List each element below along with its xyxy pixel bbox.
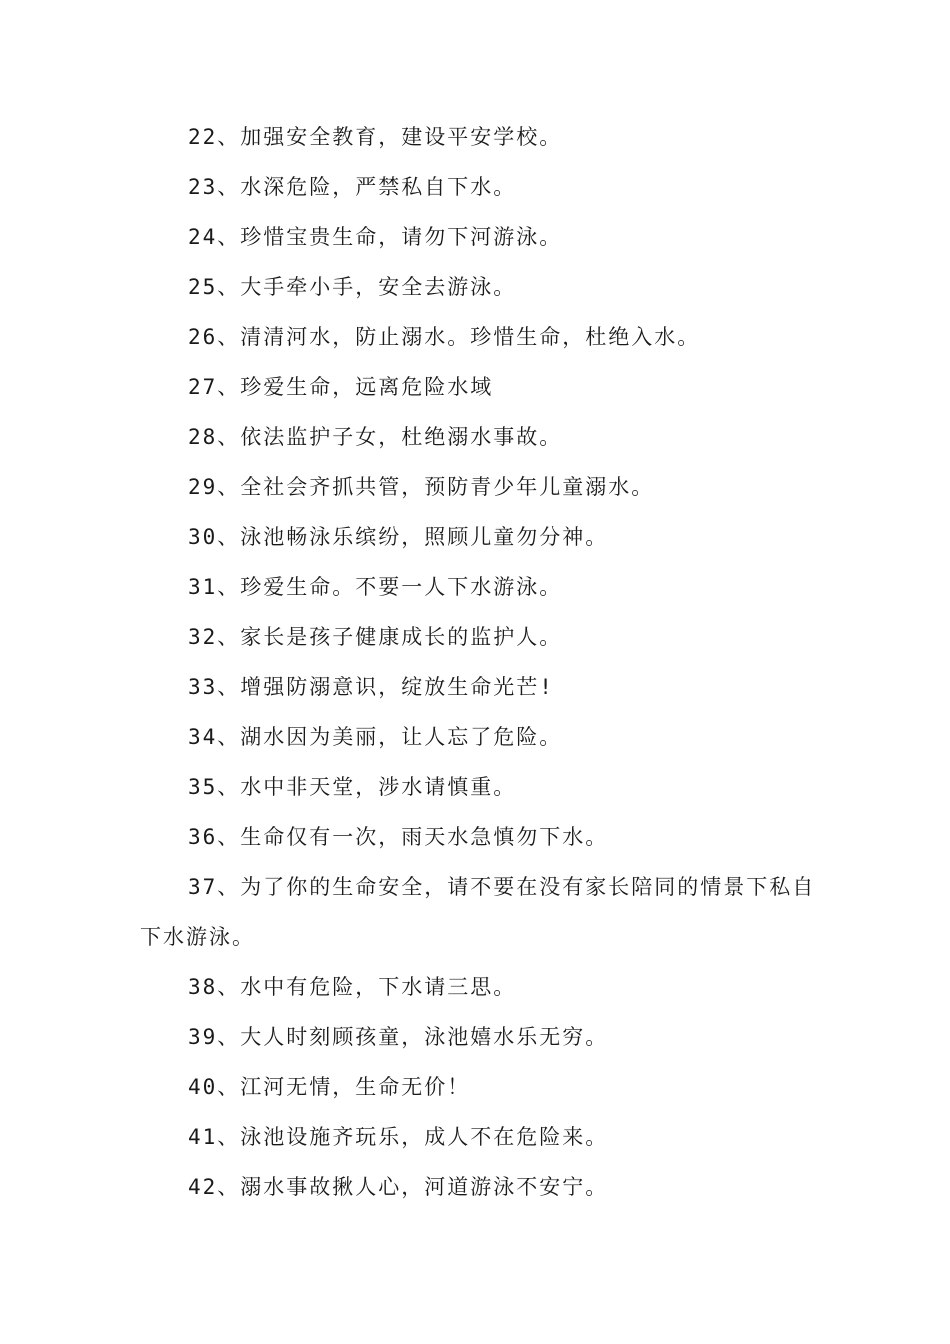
list-item-wrapped-line-1: 37、为了你的生命安全，请不要在没有家长陪同的情景下私自 [188, 875, 816, 899]
list-item: 39、大人时刻顾孩童，泳池嬉水乐无穷。 [188, 1025, 609, 1049]
list-item: 26、清清河水，防止溺水。珍惜生命，杜绝入水。 [188, 325, 701, 349]
list-item: 23、水深危险，严禁私自下水。 [188, 175, 517, 199]
list-item: 25、大手牵小手，安全去游泳。 [188, 275, 517, 299]
list-item: 35、水中非天堂，涉水请慎重。 [188, 775, 517, 799]
list-item: 40、江河无情，生命无价！ [188, 1075, 471, 1099]
list-item-wrapped-line-2: 下水游泳。 [140, 925, 255, 949]
list-item: 27、珍爱生命，远离危险水域 [188, 375, 494, 399]
list-item: 31、珍爱生命。不要一人下水游泳。 [188, 575, 563, 599]
list-item: 42、溺水事故揪人心，河道游泳不安宁。 [188, 1175, 609, 1199]
list-item: 41、泳池设施齐玩乐，成人不在危险来。 [188, 1125, 609, 1149]
list-item: 30、泳池畅泳乐缤纷，照顾儿童勿分神。 [188, 525, 609, 549]
list-item: 22、加强安全教育，建设平安学校。 [188, 125, 563, 149]
list-item: 38、水中有危险，下水请三思。 [188, 975, 517, 999]
list-item: 34、湖水因为美丽，让人忘了危险。 [188, 725, 563, 749]
list-item: 33、增强防溺意识，绽放生命光芒! [188, 675, 554, 699]
list-item: 29、全社会齐抓共管，预防青少年儿童溺水。 [188, 475, 655, 499]
slogan-list [140, 125, 816, 1225]
list-item: 28、依法监护子女，杜绝溺水事故。 [188, 425, 563, 449]
list-item: 36、生命仅有一次，雨天水急慎勿下水。 [188, 825, 609, 849]
list-item: 24、珍惜宝贵生命，请勿下河游泳。 [188, 225, 563, 249]
list-item: 32、家长是孩子健康成长的监护人。 [188, 625, 563, 649]
